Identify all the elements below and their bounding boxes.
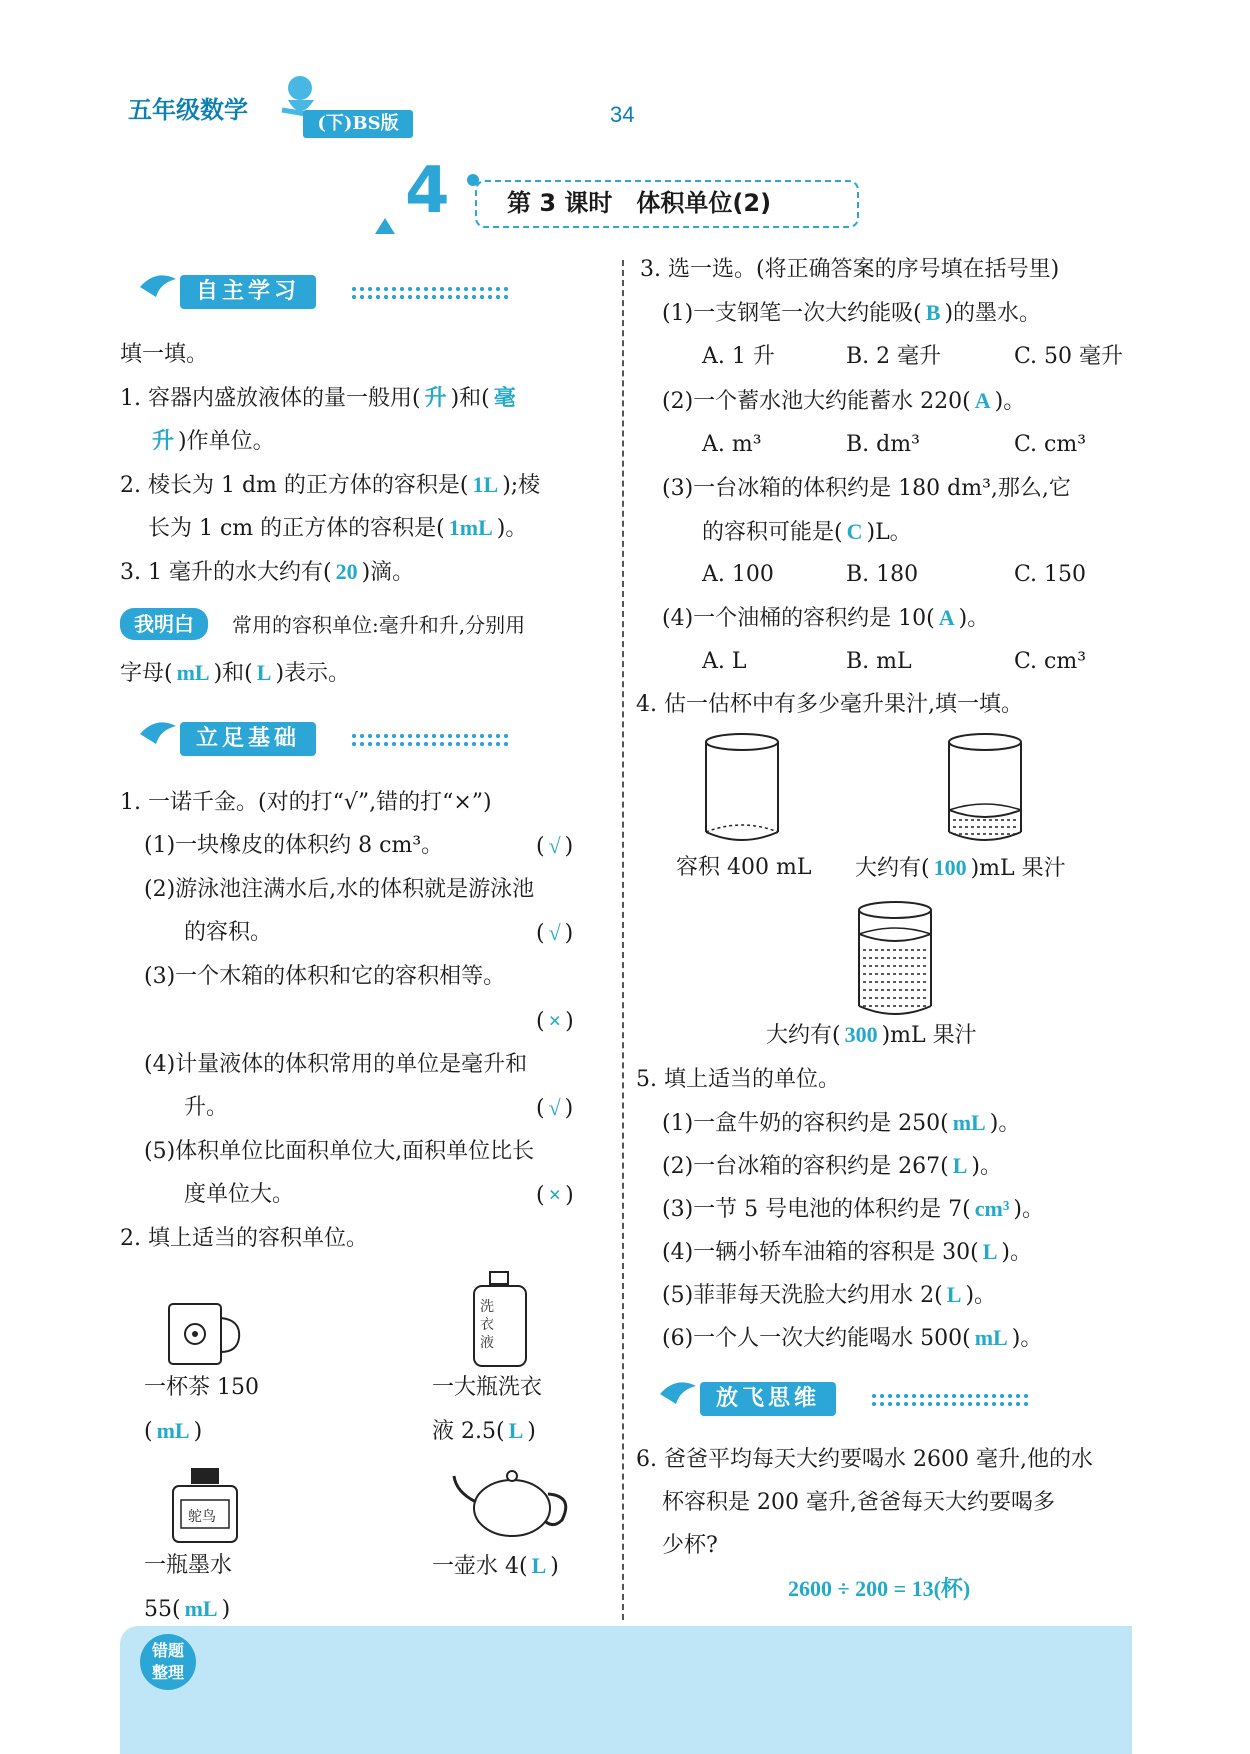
text: 3. 1 毫升的水大约有( — [120, 560, 332, 585]
empty-cup-icon — [702, 732, 782, 844]
text: 液 2.5( — [432, 1419, 505, 1444]
banner-dot — [467, 174, 479, 186]
answer: A — [938, 605, 955, 630]
fill-title: 2. 填上适当的容积单位。 — [120, 1226, 368, 1251]
text: )。 — [496, 516, 528, 541]
answer: L — [982, 1239, 998, 1264]
text: (2)一个蓄水池大约能蓄水 220( — [662, 389, 971, 414]
text: )。 — [1013, 1197, 1045, 1222]
pot-text — [432, 1551, 559, 1582]
dots-decoration — [350, 285, 510, 301]
text: )mL 果汁 — [881, 1023, 977, 1048]
choose-title: 3. 选一选。(将正确答案的序号填在括号里) — [640, 257, 1060, 282]
text: 的容积可能是( — [702, 520, 843, 545]
text: )。 — [994, 389, 1026, 414]
question-2 — [120, 470, 540, 501]
question-6c: 少杯? — [662, 1533, 718, 1558]
answer: L — [508, 1418, 524, 1443]
answer: 1L — [472, 472, 499, 497]
answer: mL — [952, 1110, 986, 1135]
ink-answer — [144, 1594, 230, 1625]
text: ) — [527, 1419, 536, 1444]
text: )L。 — [866, 520, 912, 545]
answer: mL — [156, 1418, 190, 1443]
text: )。 — [989, 1111, 1021, 1136]
unit-5 — [662, 1280, 996, 1311]
ink-text: 一瓶墨水 — [144, 1553, 233, 1578]
bird-icon — [138, 269, 178, 299]
text: 55( — [144, 1597, 181, 1622]
judge-2: (2)游泳池注满水后,水的体积就是游泳池 — [144, 877, 535, 902]
grade-label: 五年级数学 — [128, 96, 248, 124]
text: )。 — [971, 1154, 1003, 1179]
answer: L — [531, 1553, 547, 1578]
answer: √ — [548, 920, 561, 945]
choose-2-opt-c: C. cm³ — [1014, 432, 1087, 457]
choose-4-opt-a: A. L — [702, 649, 747, 674]
choose-4 — [662, 603, 989, 634]
text: (1)一盒牛奶的容积约是 250( — [662, 1111, 949, 1136]
dots-decoration — [870, 1392, 1030, 1408]
judge-3: (3)一个木箱的体积和它的容积相等。 — [144, 964, 506, 989]
tea-answer: ( mL ) — [144, 1418, 203, 1444]
choose-1-opt-b: B. 2 毫升 — [846, 344, 942, 369]
text: ) — [193, 1419, 203, 1444]
text: (1)一支钢笔一次大约能吸( — [662, 301, 922, 326]
detergent-text: 一大瓶洗衣 — [432, 1375, 543, 1400]
three-quarter-cup-icon — [855, 900, 935, 1018]
choose-4-opt-b: B. mL — [846, 649, 912, 674]
text: 2. 棱长为 1 dm 的正方体的容积是( — [120, 473, 469, 498]
text: (2)一台冰箱的容积约是 267( — [662, 1154, 949, 1179]
tea-text: 一杯茶 150 — [144, 1375, 259, 1400]
choose-3-opt-b: B. 180 — [846, 562, 919, 587]
text: )。 — [958, 606, 990, 631]
text: ) — [565, 1183, 574, 1208]
unit-4 — [662, 1237, 1032, 1268]
bird-icon — [658, 1376, 698, 1406]
judge-3-answer: ( × ) — [536, 1008, 574, 1034]
choose-2-opt-a: A. m³ — [702, 432, 762, 457]
answer: L — [952, 1153, 968, 1178]
choose-1-opt-c: C. 50 毫升 — [1014, 344, 1124, 369]
lesson-banner — [375, 154, 875, 235]
text: (3)一节 5 号电池的体积约是 7( — [662, 1197, 971, 1222]
choose-1-opt-a: A. 1 升 — [702, 344, 775, 369]
answer: mL — [974, 1325, 1008, 1350]
section-self-study — [120, 265, 520, 315]
text: 大约有( — [855, 856, 930, 881]
lesson-title: 第 3 课时 体积单位(2) — [507, 189, 772, 217]
text: )。 — [965, 1283, 997, 1308]
answer: 100 — [933, 855, 967, 880]
unit-title: 5. 填上适当的单位。 — [636, 1067, 840, 1092]
cup-1-label: 容积 400 mL — [676, 855, 812, 880]
text: (4)一个油桶的容积约是 10( — [662, 606, 935, 631]
question-6-answer: 2600 ÷ 200 = 13(杯) — [788, 1576, 971, 1601]
choose-3: (3)一台冰箱的体积约是 180 dm³,那么,它 — [662, 476, 1071, 501]
answer: 升 — [152, 428, 175, 453]
question-6b: 杯容积是 200 毫升,爸爸每天大约要喝多 — [662, 1490, 1055, 1515]
bird-icon — [138, 716, 178, 746]
unit-1 — [662, 1108, 1020, 1139]
answer: mL — [184, 1596, 218, 1621]
unit-6 — [662, 1323, 1042, 1354]
judge-2-answer: ( √ ) — [536, 920, 574, 946]
wmb-text: 常用的容积单位:毫升和升,分别用 — [232, 613, 526, 637]
text: 长为 1 cm 的正方体的容积是( — [148, 516, 445, 541]
answer: 20 — [335, 559, 358, 584]
answer: 1mL — [448, 515, 493, 540]
quarter-cup-icon — [945, 732, 1025, 844]
edition-label: (下)BS版 — [303, 110, 413, 138]
text: 大约有( — [766, 1023, 841, 1048]
teapot-icon — [450, 1462, 580, 1542]
detergent-answer — [432, 1416, 536, 1447]
text: ) — [564, 834, 574, 859]
intro-text: 填一填。 — [120, 342, 209, 367]
page-number: 34 — [610, 102, 635, 127]
choose-2 — [662, 386, 1025, 417]
section-thinking — [640, 1372, 1040, 1422]
text: ) — [564, 921, 574, 946]
column-divider — [622, 260, 624, 1620]
text: )。 — [1001, 1240, 1033, 1265]
choose-3-opt-a: A. 100 — [702, 562, 774, 587]
judge-title: 1. 一诺千金。(对的打“√”,错的打“×”) — [120, 790, 492, 815]
estimate-title: 4. 估一估杯中有多少毫升果汁,填一填。 — [636, 692, 1023, 717]
question-3 — [120, 557, 414, 588]
choose-4-opt-c: C. cm³ — [1014, 649, 1087, 674]
wmb-text-2 — [120, 658, 350, 689]
judge-4b: 升。 — [184, 1095, 229, 1120]
text: ) — [221, 1597, 231, 1622]
choose-3b — [702, 517, 912, 548]
answer: 300 — [844, 1022, 878, 1047]
text: ) — [565, 1009, 574, 1034]
judge-4-answer: ( √ ) — [536, 1095, 574, 1121]
judge-1-answer: ( √ ) — [536, 833, 574, 859]
section-title: 放飞思维 — [700, 1382, 836, 1416]
lesson-title-box — [475, 180, 859, 228]
unit-number: 4 — [405, 154, 450, 228]
judge-4: (4)计量液体的体积常用的单位是毫升和 — [144, 1052, 528, 1077]
choose-2-opt-b: B. dm³ — [846, 432, 920, 457]
answer: 升 — [424, 385, 447, 410]
text: 字母( — [120, 661, 173, 686]
badge-line-1: 错题 — [151, 1641, 184, 1660]
choose-1 — [662, 298, 1041, 329]
text: )和( — [213, 661, 253, 686]
judge-5-answer: ( × ) — [536, 1182, 574, 1208]
text: 一壶水 4( — [432, 1554, 528, 1579]
question-2-cont — [148, 513, 527, 544]
section-title: 自主学习 — [180, 275, 316, 309]
badge-line-2: 整理 — [151, 1663, 184, 1682]
unit-3 — [662, 1194, 1044, 1225]
ink-label: 鸵鸟 — [188, 1509, 216, 1525]
footer-panel — [120, 1626, 1132, 1754]
answer: 毫 — [493, 385, 516, 410]
bottle-label: 洗衣液 — [480, 1299, 494, 1351]
answer: √ — [548, 833, 561, 858]
text: (5)菲菲每天洗脸大约用水 2( — [662, 1283, 943, 1308]
text: ) — [564, 1096, 574, 1121]
judge-1: (1)一块橡皮的体积约 8 cm³。 — [144, 833, 444, 858]
text: )mL 果汁 — [970, 856, 1066, 881]
text: );棱 — [502, 473, 541, 498]
text: )和( — [450, 386, 490, 411]
detergent-bottle-icon — [470, 1270, 530, 1370]
answer: B — [925, 300, 941, 325]
answer: × — [548, 1008, 562, 1033]
judge-2b: 的容积。 — [184, 920, 273, 945]
wmb-badge: 我明白 — [120, 608, 208, 640]
answer: cm³ — [974, 1196, 1010, 1221]
dots-decoration — [350, 732, 510, 748]
tea-cup-icon — [165, 1298, 245, 1368]
answer: × — [548, 1182, 562, 1207]
text: (6)一个人一次大约能喝水 500( — [662, 1326, 971, 1351]
section-title: 立足基础 — [180, 722, 316, 756]
answer: √ — [548, 1095, 561, 1120]
text: )的墨水。 — [944, 301, 1042, 326]
judge-5b: 度单位大。 — [184, 1182, 295, 1207]
text: )滴。 — [361, 560, 415, 585]
cup-3-label — [766, 1020, 977, 1051]
judge-5: (5)体积单位比面积单位大,面积单位比长 — [144, 1139, 535, 1164]
answer: A — [974, 388, 991, 413]
text: ) — [550, 1554, 559, 1579]
error-review-badge — [140, 1634, 196, 1690]
text: 1. 容器内盛放液体的量一般用( — [120, 386, 421, 411]
answer: L — [256, 660, 272, 685]
answer: C — [846, 519, 863, 544]
choose-3-opt-c: C. 150 — [1014, 562, 1087, 587]
answer: L — [946, 1282, 962, 1307]
section-foundation — [120, 712, 520, 762]
text: (4)一辆小轿车油箱的容积是 30( — [662, 1240, 979, 1265]
text: )表示。 — [275, 661, 351, 686]
question-1 — [120, 383, 520, 414]
grade-badge — [128, 70, 418, 140]
unit-2 — [662, 1151, 1002, 1182]
triangle-icon — [375, 218, 395, 234]
text: )。 — [1011, 1326, 1043, 1351]
text: )作单位。 — [178, 429, 275, 454]
question-1-cont — [148, 426, 275, 457]
cup-2-label — [855, 853, 1066, 884]
question-6: 6. 爸爸平均每天大约要喝水 2600 毫升,他的水 — [636, 1447, 1093, 1472]
answer: mL — [176, 660, 210, 685]
